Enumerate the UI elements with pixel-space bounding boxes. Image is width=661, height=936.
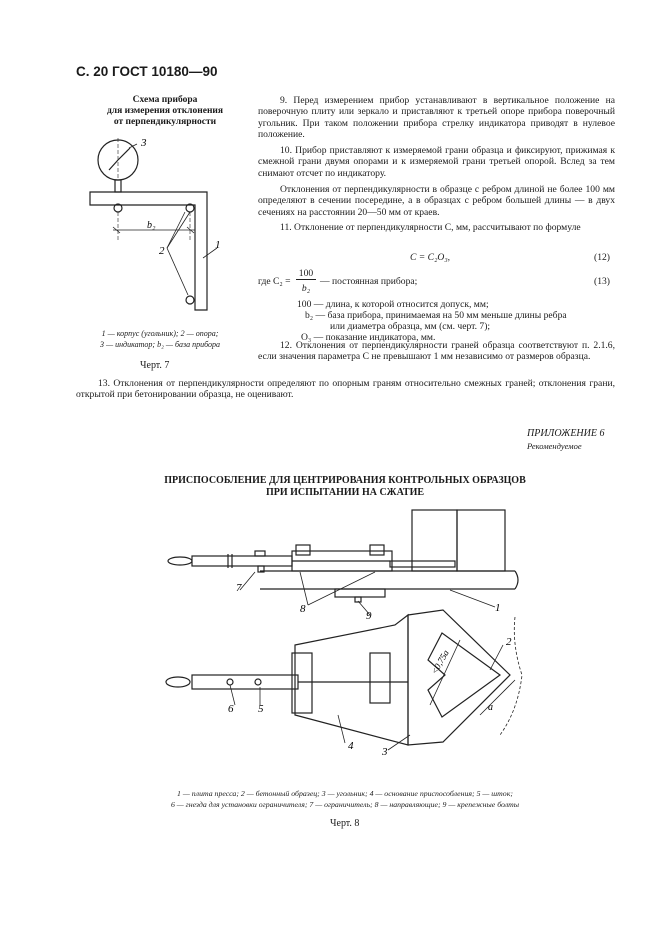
- fig8-label-9: 9: [366, 610, 372, 622]
- fig8-drawing: [160, 505, 530, 780]
- appendix-title: ПРИЛОЖЕНИЕ 6: [527, 428, 605, 439]
- formula-13-denominator: b₂: [301, 283, 311, 294]
- section-title-line: ПРИ ИСПЫТАНИИ НА СЖАТИЕ: [265, 486, 425, 498]
- fig7-caption-line: 3 — индикатор; b₂ — база прибора: [99, 340, 221, 349]
- formula-12: C = C₂O₃,: [410, 252, 451, 263]
- definition-b2-cont: или диаметра образца, мм (см. черт. 7);: [330, 321, 491, 332]
- formula-13-numerator: 100: [296, 268, 316, 280]
- square-frame: [408, 610, 510, 745]
- fig7-title: [100, 95, 230, 128]
- fig8-label-7: 7: [236, 582, 242, 594]
- definition-100: 100 — длина, к которой относится допуск, мм;: [297, 299, 489, 310]
- formula-13-number: (13): [594, 276, 610, 287]
- fig7-label-3: 3: [141, 137, 147, 149]
- fig8-caption-line: 6 — гнезда для установки ограничителя; 7 — ограничитель; 8 — направляющие; 9 — крепежные болты: [170, 800, 520, 809]
- fig7-label-1: 1: [215, 239, 221, 251]
- formula-13-suffix: — постоянная прибора;: [320, 276, 418, 287]
- rod-plan: [192, 675, 298, 689]
- formula-12-number: (12): [594, 252, 610, 263]
- angle-body: [90, 192, 207, 310]
- fig8-label-5: 5: [258, 703, 264, 715]
- fig8-number: Черт. 8: [330, 818, 360, 829]
- rod-side: [192, 556, 292, 566]
- fig7-label-2: 2: [159, 245, 165, 257]
- fig8-dimension-a: a: [488, 702, 493, 713]
- fig7-title-line: от перпендикулярности: [113, 117, 217, 127]
- paragraph-11: 11. Отклонение от перпендикулярности С, мм, рассчитывают по формуле: [280, 222, 581, 233]
- paragraph-12: 12. Отклонения от перпендикулярности граней образца соответствуют п. 2.1.6, если значения параметра С не превышают 1 мм независимо от размеров образца.: [258, 340, 615, 363]
- appendix-subtitle: Рекомендуемое: [527, 441, 582, 451]
- fig8-label-8: 8: [300, 603, 306, 615]
- concrete-sample-side: [412, 510, 457, 571]
- fig8-label-1: 1: [495, 602, 501, 614]
- page-header: С. 20 ГОСТ 10180—90: [76, 64, 218, 79]
- definition-o3: O₃ — показание индикатора, мм.: [301, 332, 436, 343]
- fig7-number: Черт. 7: [140, 360, 170, 371]
- fig8-label-2: 2: [506, 636, 512, 648]
- fig8-dimension-075a: <0,75a: [429, 648, 451, 676]
- fig7-title-line: для измерения отклонения: [106, 106, 224, 116]
- paragraph-10b: Отклонения от перпендикулярности в образце с ребром длиной не более 100 мм определяют в сечении посередине, а в образцах с ребром большей длины — в двух сечениях на расстоянии 20—50 мм от краев.: [258, 184, 615, 218]
- fig8-caption-line: 1 — плита пресса; 2 — бетонный образец; 3 — угольник; 4 — основание приспособления; 5 — шток;: [177, 789, 513, 798]
- section-title-line: ПРИСПОСОБЛЕНИЕ ДЛЯ ЦЕНТРИРОВАНИЯ КОНТРОЛЬНЫХ ОБРАЗЦОВ: [164, 475, 526, 486]
- definition-b2: b₂ — база прибора, принимаемая на 50 мм меньше длины ребра: [305, 310, 567, 321]
- fig7-caption-line: 1 — корпус (угольник); 2 — опора;: [101, 329, 219, 338]
- fig7-title-line: Схема прибора: [132, 95, 198, 105]
- fig7-caption: [86, 328, 234, 350]
- paragraph-10: 10. Прибор приставляют к измеряемой грани образца и фиксируют, прижимая к смежной грани двумя опорами и к измеряемой грани третьей опорой. Вслед за тем снимают отсчет по индикатору.: [258, 145, 615, 179]
- fig8-label-3: 3: [382, 746, 388, 758]
- fig8-caption: [95, 788, 595, 810]
- formula-13-prefix: где C₂ =: [258, 276, 291, 287]
- paragraph-13: 13. Отклонения от перпендикулярности определяют по опорным граням относительно смежных граней; отклонения грани, открытой при бетонировании образца, не оценивают.: [76, 378, 615, 401]
- fig8-label-6: 6: [228, 703, 234, 715]
- fig7-drawing: [85, 130, 235, 325]
- section-title: [90, 475, 600, 498]
- fig8-label-4: 4: [348, 740, 354, 752]
- fig7-label-b2: b₂: [147, 220, 156, 231]
- paragraph-9: 9. Перед измерением прибор устанавливают в вертикальное положение на поверочную плиту или зеркало и приставляют к третьей опоре прибора поверочный угольник. При таком положении прибора стрелку индикатора приводят в нулевое положение.: [258, 95, 615, 141]
